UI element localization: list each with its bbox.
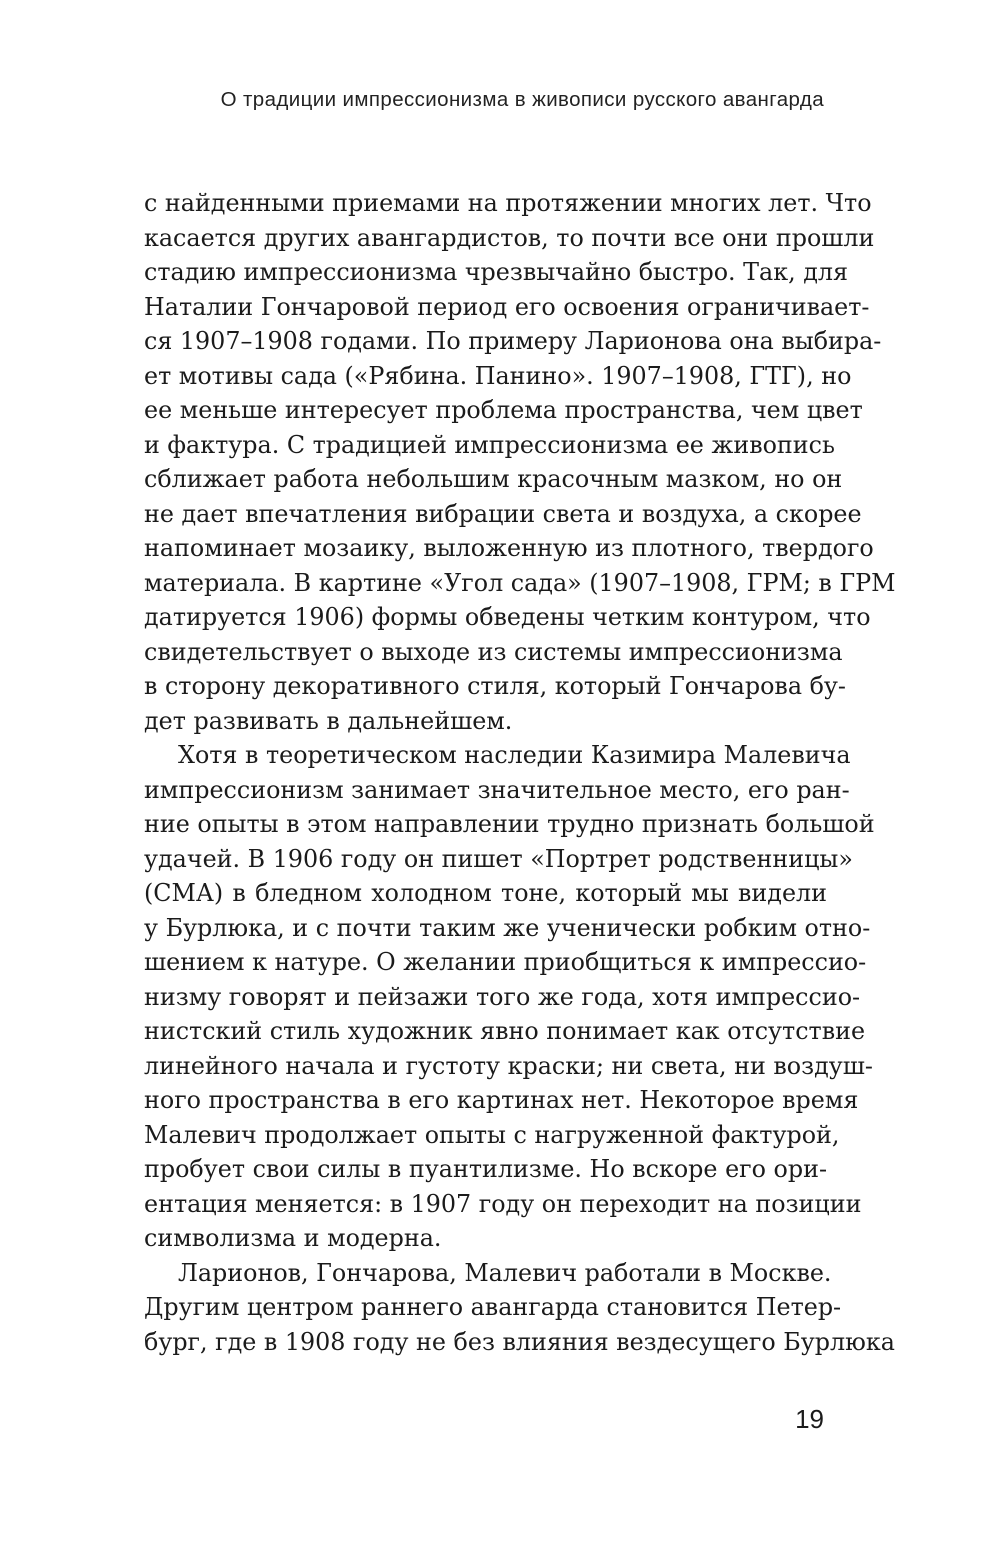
paragraph-2: [144, 738, 875, 1256]
text-line: напоминает мозаику, выложенную из плотного, твердого: [144, 534, 874, 562]
text-line: удачей. В 1906 году он пишет «Портрет родственницы»: [144, 844, 853, 873]
text-line: дет развивать в дальнейшем.: [144, 706, 513, 735]
running-head: О традиции импрессионизма в живописи русского авангарда: [220, 88, 824, 111]
text-line: ентация меняется: в 1907 году он переходит на позиции: [144, 1189, 862, 1218]
text-line: нистский стиль художник явно понимает как отсутствие: [144, 1017, 866, 1045]
paragraph-1: [144, 186, 896, 738]
text-line: ее меньше интересует проблема пространства, чем цвет: [144, 396, 863, 424]
text-line: Другим центром раннего авангарда становится Петер-: [144, 1293, 842, 1321]
paragraph-3: [144, 1256, 895, 1360]
text-line: касается других авангардистов, то почти все они прошли: [144, 223, 875, 252]
text-line: Наталии Гончаровой период его освоения ограничивает-: [144, 292, 870, 321]
text-line: с найденными приемами на протяжении многих лет. Что: [144, 189, 872, 217]
text-line: и фактура. С традицией импрессионизма ее живопись: [144, 430, 835, 459]
body-text: [144, 186, 896, 1359]
text-line: Хотя в теоретическом наследии Казимира Малевича: [178, 741, 851, 769]
text-line: импрессионизм занимает значительное место, его ран-: [144, 775, 850, 804]
text-line: материала. В картине «Угол сада» (1907–1908, ГРМ; в ГРМ: [144, 568, 896, 597]
text-line: сближает работа небольшим красочным мазком, но он: [144, 465, 843, 493]
text-line: свидетельствует о выходе из системы импрессионизма: [144, 637, 843, 666]
text-line: шением к натуре. О желании приобщиться к импрессио-: [144, 948, 867, 976]
text-line: низму говорят и пейзажи того же года, хотя импрессио-: [144, 982, 861, 1011]
text-line: бург, где в 1908 году не без влияния вездесущего Бурлюка: [144, 1327, 895, 1356]
text-line: линейного начала и густоту краски; ни света, ни воздуш-: [144, 1051, 873, 1080]
text-line: стадию импрессионизма чрезвычайно быстро. Так, для: [144, 258, 849, 286]
text-line: в сторону декоративного стиля, который Гончарова бу-: [144, 672, 846, 700]
text-line: ние опыты в этом направлении трудно признать большой: [144, 810, 875, 838]
text-line: не дает впечатления вибрации света и воздуха, а скорее: [144, 499, 862, 528]
text-line: (СМА) в бледном холодном тоне, который мы видели: [144, 879, 827, 907]
text-line: символизма и модерна.: [144, 1224, 442, 1252]
text-line: ного пространства в его картинах нет. Некоторое время: [144, 1086, 859, 1114]
text-line: пробует свои силы в пуантилизме. Но вскоре его ори-: [144, 1155, 827, 1183]
text-line: ся 1907–1908 годами. По примеру Ларионова она выбира-: [144, 327, 882, 355]
page-number: 19: [795, 1404, 824, 1434]
text-line: у Бурлюка, и с почти таким же ученически робким отно-: [144, 913, 871, 942]
text-line: ет мотивы сада («Рябина. Панино». 1907–1908, ГТГ), но: [144, 361, 852, 390]
text-line: датируется 1906) формы обведены четким контуром, что: [144, 603, 871, 631]
text-line: Малевич продолжает опыты с нагруженной фактурой,: [144, 1120, 840, 1149]
text-line: Ларионов, Гончарова, Малевич работали в Москве.: [178, 1258, 832, 1287]
